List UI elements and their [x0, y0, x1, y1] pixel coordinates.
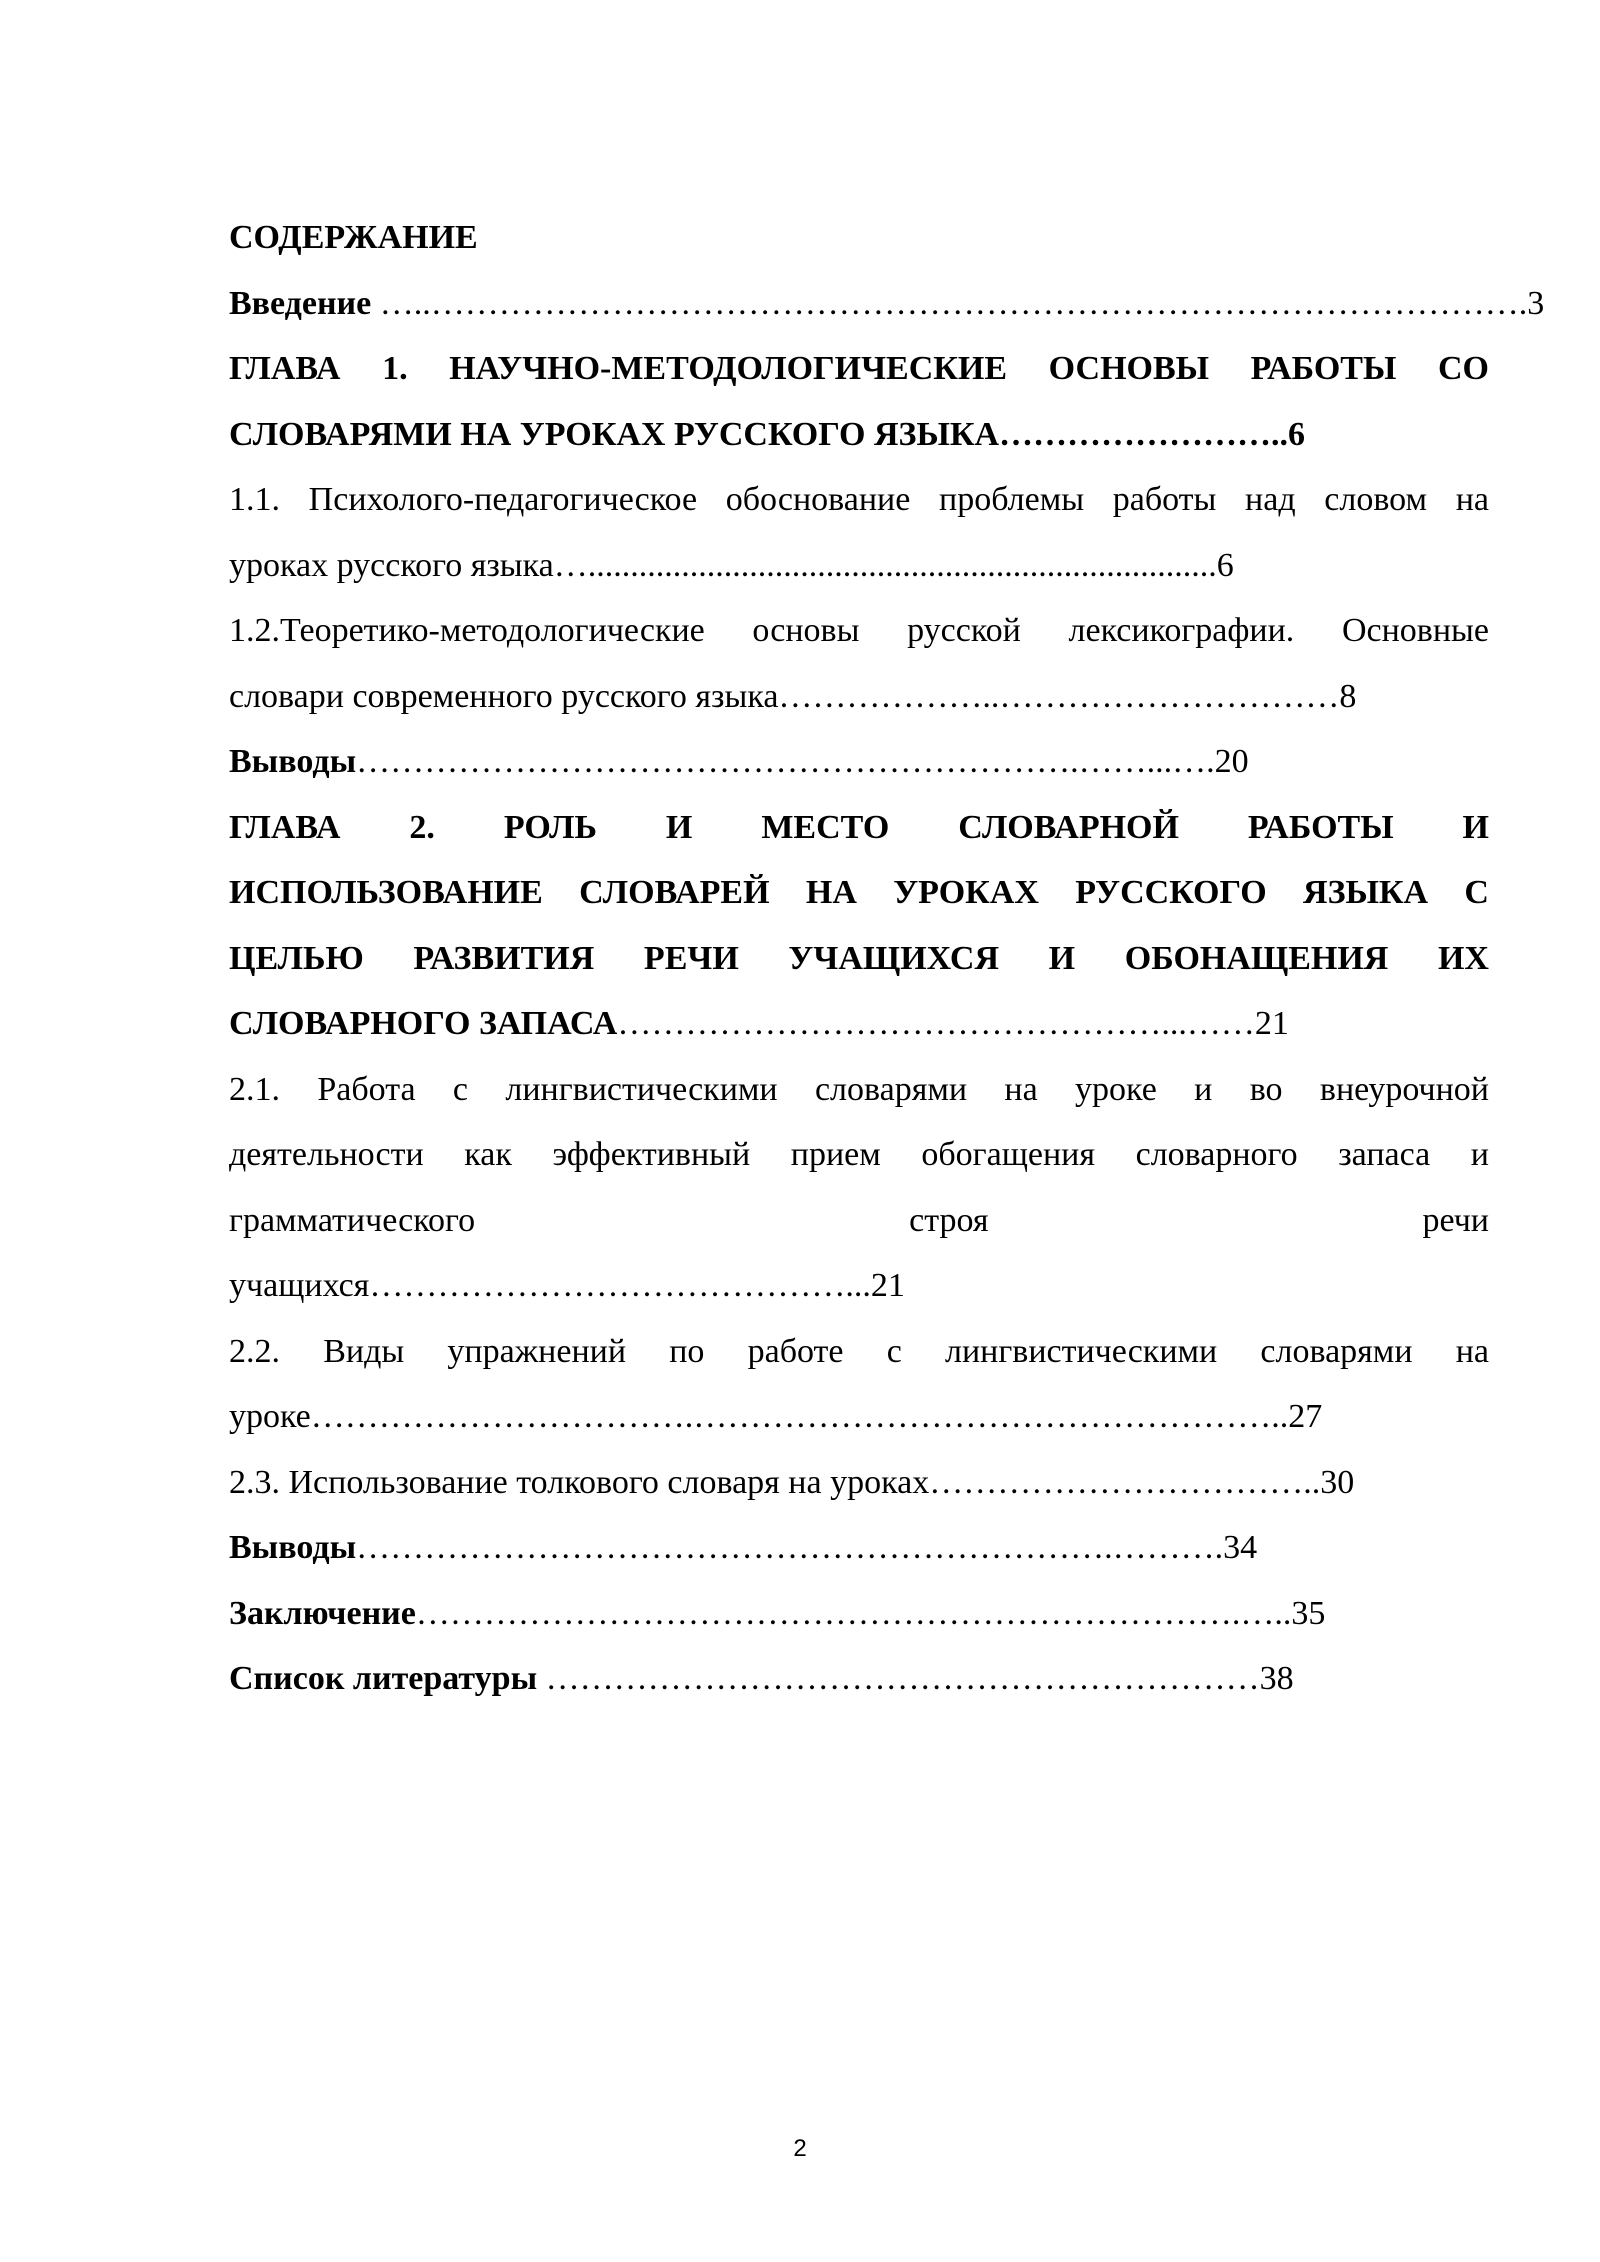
toc-leader: …………………………………………...……: [617, 1005, 1255, 1042]
toc-leader: …..…………………………………………………………………………………….: [371, 284, 1528, 322]
toc-entry-label: Выводы: [229, 1529, 357, 1566]
toc-page-number: 20: [1214, 743, 1249, 780]
toc-entry-conclusions-2: [229, 1515, 1489, 1581]
toc-entry-chapter-1-line-2: [229, 402, 1489, 468]
toc-entry-text: уроках русского языка…..........................................................................: [229, 546, 1217, 584]
toc-entry-chapter-2-line-2: ИСПОЛЬЗОВАНИЕ СЛОВАРЕЙ НА УРОКАХ РУССКОГО ЯЗЫКА С: [229, 874, 1489, 911]
toc-entry-conclusion: [229, 1581, 1489, 1647]
toc-entry-chapter-2-line-4: [229, 991, 1489, 1057]
toc-entry-section-2-2-line-2: [229, 1384, 1489, 1450]
toc-heading: СОДЕРЖАНИЕ: [229, 219, 478, 256]
toc-page-number: 34: [1223, 1529, 1258, 1566]
toc-entry-text: 2.3. Использование толкового словаря на уроках……………………………..: [229, 1463, 1321, 1501]
toc-entry-conclusions-1: [229, 729, 1489, 795]
toc-entry-chapter-2-line-1: ГЛАВА 2. РОЛЬ И МЕСТО СЛОВАРНОЙ РАБОТЫ И: [229, 808, 1489, 846]
toc-page-number: 35: [1291, 1594, 1326, 1632]
toc-entry-section-2-1-line-4: [229, 1253, 1489, 1319]
toc-entry-section-2-1-line-2: деятельности как эффективный прием обогащения словарного запаса и: [229, 1136, 1489, 1173]
toc-leader: ………………………………………………………: [537, 1660, 1260, 1697]
toc-entry-section-1-1-line-2: [229, 533, 1489, 599]
page-number: 2: [793, 2135, 807, 2162]
toc-entry-section-1-1-line-1: 1.1. Психолого-педагогическое обоснование проблемы работы над словом на: [229, 481, 1489, 518]
toc-leader: ………………………………………………………….……….: [356, 1529, 1224, 1566]
toc-page-number: 30: [1320, 1463, 1355, 1501]
toc-entry-text: уроке…………………………….……………………………………………..: [229, 1398, 1289, 1435]
toc-page-number: 6: [1216, 546, 1234, 584]
toc-page-number: 27: [1288, 1398, 1323, 1435]
toc-leader: ……………………………………………………….……...….: [356, 743, 1215, 780]
toc-page-number: 3: [1527, 284, 1545, 322]
toc-entry-label: Список литературы: [229, 1660, 538, 1697]
toc-entry-text: учащихся……………………………………...: [229, 1267, 871, 1304]
toc-entry-label: СЛОВАРНОГО ЗАПАСА: [229, 1005, 618, 1042]
toc-entry-section-2-2-line-1: 2.2. Виды упражнений по работе с лингвистическими словарями на: [229, 1332, 1489, 1370]
toc-entry-label: Введение: [229, 284, 372, 322]
toc-entry-introduction: [229, 271, 1545, 337]
toc-entry-label: Заключение: [229, 1594, 416, 1632]
toc-leader: ……………………………………………………………….…..: [415, 1594, 1292, 1632]
toc-entry-section-2-3: [229, 1450, 1489, 1516]
toc-entry-label: Выводы: [229, 743, 357, 780]
toc-entry-chapter-1-line-1: ГЛАВА 1. НАУЧНО-МЕТОДОЛОГИЧЕСКИЕ ОСНОВЫ РАБОТЫ СО: [229, 350, 1489, 387]
toc-entry-text: СЛОВАРЯМИ НА УРОКАХ РУССКОГО ЯЗЫКА……………………..: [229, 415, 1289, 453]
toc-page-number: 21: [870, 1267, 905, 1304]
toc-page-number: 38: [1259, 1660, 1294, 1697]
toc-entry-references: [229, 1646, 1489, 1712]
toc-entry-section-1-2-line-2: [229, 664, 1489, 730]
toc-page-number: 21: [1254, 1005, 1289, 1042]
toc-entry-text: словари современного русского языка………………..…………………………: [229, 677, 1340, 715]
table-of-contents: [229, 205, 1545, 1712]
toc-entry-section-1-2-line-1: 1.2.Теоретико-методологические основы русской лексикографии. Основные: [229, 612, 1489, 649]
toc-page-number: 6: [1288, 415, 1306, 453]
toc-page-number: 8: [1339, 677, 1357, 715]
toc-entry-section-2-1-line-3: грамматического строя речи: [229, 1201, 1489, 1239]
toc-entry-chapter-2-line-3: ЦЕЛЬЮ РАЗВИТИЯ РЕЧИ УЧАЩИХСЯ И ОБОНАЩЕНИЯ ИХ: [229, 939, 1489, 977]
toc-entry-section-2-1-line-1: 2.1. Работа с лингвистическими словарями на уроке и во внеурочной: [229, 1070, 1489, 1108]
